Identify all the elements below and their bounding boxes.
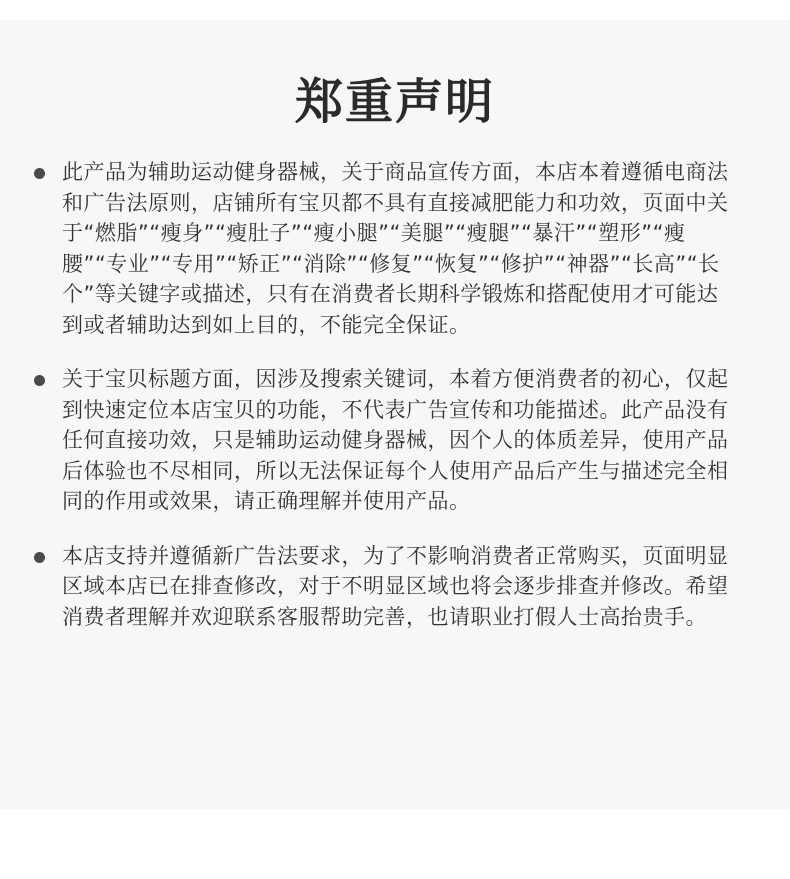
disclaimer-list — [0, 157, 790, 656]
list-item — [0, 364, 790, 517]
list-item — [0, 541, 790, 633]
bullet-dot-icon — [34, 168, 45, 179]
list-item — [0, 157, 790, 340]
bullet-dot-icon — [34, 552, 45, 563]
list-item-text: 本店支持并遵循新广告法要求，为了不影响消费者正常购买，页面明显区域本店已在排查修改，对于不明显区域也将会逐步排查并修改。希望消费者理解并欢迎联系客服帮助完善，也请职业打假人士高抬贵手。 — [62, 543, 729, 629]
list-item-text: 关于宝贝标题方面，因涉及搜索关键词，本着方便消费者的初心，仅起到快速定位本店宝贝的功能，不代表广告宣传和功能描述。此产品没有任何直接功效，只是辅助运动健身器械，因个人的体质差异，使用产品后体验也不尽相同，所以无法保证每个人使用产品后产生与描述完全相同的作用或效果，请正确理解并使用产品。 — [62, 367, 729, 513]
list-item-text: 此产品为辅助运动健身器械，关于商品宣传方面，本店本着遵循电商法和广告法原则，店铺所有宝贝都不具有直接减肥能力和功效，页面中关于“燃脂”“瘦身”“瘦肚子”“瘦小腿”“美腿”“瘦腿”“暴汗”“塑形”“瘦腰”“专业”“专用”“矫正”“消除”“修复”“恢复”“修护”“神器”“长高”“长个”等关键字或描述，只有在消费者长期科学锻炼和搭配使用才可能达到或者辅助达到如上目的，不能完全保证。 — [62, 160, 729, 337]
page-title: 郑重声明 — [294, 74, 495, 130]
disclaimer-panel — [0, 20, 790, 809]
bullet-dot-icon — [34, 375, 45, 386]
